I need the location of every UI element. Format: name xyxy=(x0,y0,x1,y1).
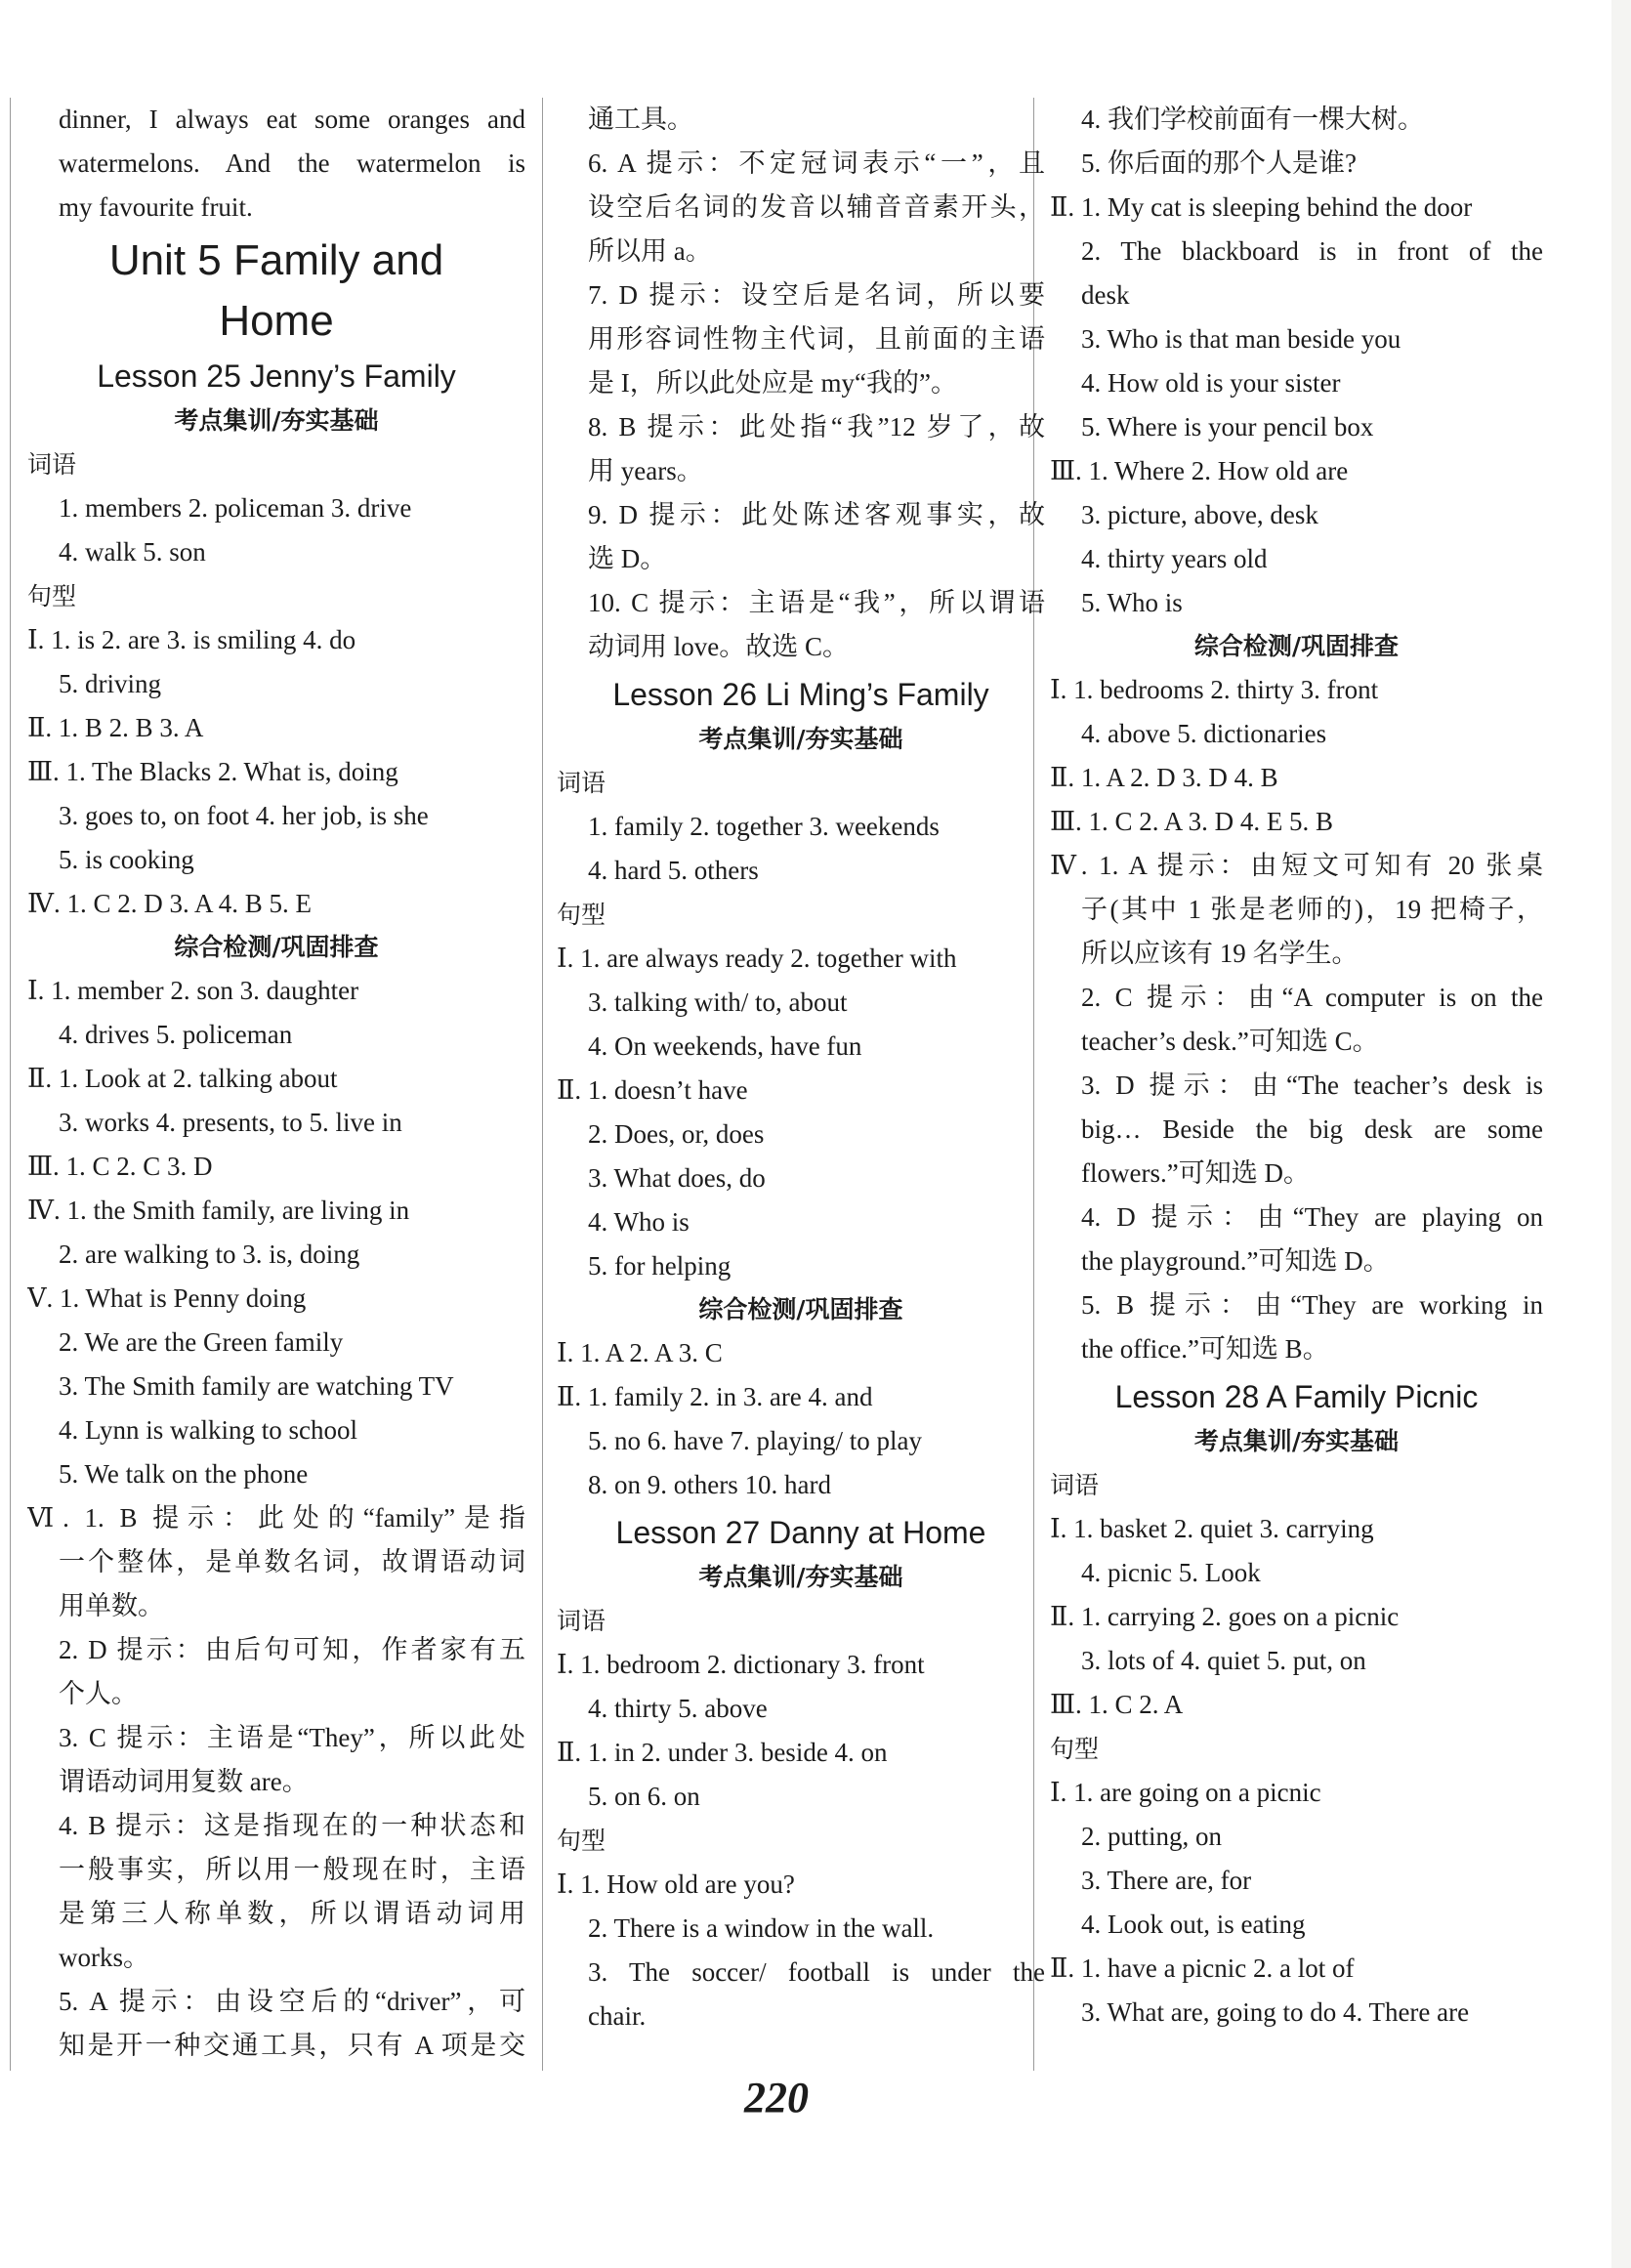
answer-line: 个人。 xyxy=(59,1679,138,1708)
answer-line: 5. driving xyxy=(59,669,161,698)
answer-line: 2. C 提示：由“A computer is on the xyxy=(1081,983,1543,1012)
answer-line: Ⅲ. 1. C 2. C 3. D xyxy=(27,1152,213,1181)
answer-line: 用形容词性物主代词，且前面的主语 xyxy=(588,324,1045,354)
answer-line: 3. talking with/ to, about xyxy=(588,987,848,1017)
answer-line: Ⅰ. 1. bedroom 2. dictionary 3. front xyxy=(557,1650,925,1679)
subsection-heading: 句型 xyxy=(27,582,77,610)
section-heading: 考点集训/夯实基础 xyxy=(698,725,903,753)
answer-line: Ⅰ. 1. A 2. A 3. C xyxy=(557,1338,723,1367)
answer-line: 4. above 5. dictionaries xyxy=(1081,719,1327,748)
answer-line: Ⅲ. 1. C 2. A 3. D 4. E 5. B xyxy=(1050,807,1334,836)
answer-line: 4. picnic 5. Look xyxy=(1081,1558,1261,1587)
answer-line: Ⅴ. 1. What is Penny doing xyxy=(27,1283,307,1313)
section-heading: 综合检测/巩固排查 xyxy=(698,1295,903,1323)
answer-line: 1. members 2. policeman 3. drive xyxy=(59,493,412,523)
answer-line: 4. Who is xyxy=(588,1207,690,1237)
answer-line: 一般事实，所以用一般现在时，主语 xyxy=(59,1855,525,1884)
section-heading: 考点集训/夯实基础 xyxy=(1193,1427,1400,1455)
answer-line: 3. The soccer/ football is under the xyxy=(588,1957,1045,1987)
answer-line: 知是开一种交通工具，只有 A 项是交 xyxy=(59,2031,525,2060)
column-1 xyxy=(27,98,525,2068)
answer-line: 5. Where is your pencil box xyxy=(1081,412,1374,441)
answer-line: 6. A 提示：不定冠词表示“一”，且 xyxy=(588,148,1045,178)
answer-line: 4. How old is your sister xyxy=(1081,368,1341,398)
text-line: dinner, I always eat some oranges and xyxy=(59,105,525,134)
answer-line: Ⅱ. 1. in 2. under 3. beside 4. on xyxy=(557,1738,888,1767)
answer-line: Ⅱ. 1. have a picnic 2. a lot of xyxy=(1050,1953,1355,1983)
answer-line: Ⅰ. 1. member 2. son 3. daughter xyxy=(27,976,359,1005)
answer-line: 4. D 提示：由“They are playing on xyxy=(1081,1202,1543,1232)
answer-line: 设空后名词的发音以辅音音素开头， xyxy=(588,192,1045,222)
answer-line: 5. B 提示：由“They are working in xyxy=(1081,1290,1543,1320)
answer-line: Ⅲ. 1. C 2. A xyxy=(1050,1690,1184,1719)
answer-line: Ⅱ. 1. A 2. D 3. D 4. B xyxy=(1050,763,1278,792)
answer-line: teacher’s desk.”可知选 C。 xyxy=(1081,1027,1379,1056)
answer-line: 2. We are the Green family xyxy=(59,1327,344,1357)
answer-line: 9. D 提示：此处陈述客观事实，故 xyxy=(588,500,1045,529)
lesson-title: Lesson 27 Danny at Home xyxy=(615,1515,986,1550)
column-divider xyxy=(10,98,11,2071)
answer-line: 3. D 提示：由“The teacher’s desk is xyxy=(1081,1071,1543,1100)
section-heading: 考点集训/夯实基础 xyxy=(174,406,379,435)
answer-line: Ⅱ. 1. B 2. B 3. A xyxy=(27,713,204,742)
answer-line: Ⅱ. 1. carrying 2. goes on a picnic xyxy=(1050,1602,1400,1631)
answer-line: Ⅲ. 1. Where 2. How old are xyxy=(1050,456,1349,485)
answer-line: Ⅵ. 1. B 提示：此处的“family”是指 xyxy=(27,1503,525,1533)
text-line: my favourite fruit. xyxy=(59,192,253,222)
column-3 xyxy=(1050,98,1543,2035)
answer-line: 5. 你后面的那个人是谁? xyxy=(1081,148,1357,178)
subsection-heading: 句型 xyxy=(557,1827,606,1855)
answer-line: flowers.”可知选 D。 xyxy=(1081,1158,1310,1188)
answer-line: 3. The Smith family are watching TV xyxy=(59,1371,454,1401)
answer-line: 子(其中 1 张是老师的)，19 把椅子， xyxy=(1081,895,1543,924)
answer-line: chair. xyxy=(588,2001,647,2031)
answer-line: 5. We talk on the phone xyxy=(59,1459,309,1489)
answer-line: 2. D 提示：由后句可知，作者家有五 xyxy=(59,1635,525,1664)
answer-line: 4. Look out, is eating xyxy=(1081,1910,1306,1939)
answer-line: 是 I，所以此处应是 my“我的”。 xyxy=(588,368,957,398)
answer-line: 3. picture, above, desk xyxy=(1081,500,1318,529)
answer-line: 2. There is a window in the wall. xyxy=(588,1913,935,1943)
answer-line: Ⅳ. 1. C 2. D 3. A 4. B 5. E xyxy=(27,889,313,918)
answer-line: 4. B 提示：这是指现在的一种状态和 xyxy=(59,1811,525,1840)
answer-line: 2. Does, or, does xyxy=(588,1119,765,1149)
answer-line: Ⅰ. 1. are always ready 2. together with xyxy=(557,944,957,973)
answer-line: 3. works 4. presents, to 5. live in xyxy=(59,1108,402,1137)
answer-line: 4. 我们学校前面有一棵大树。 xyxy=(1081,105,1424,134)
answer-line: Ⅰ. 1. bedrooms 2. thirty 3. front xyxy=(1050,675,1379,704)
section-heading: 考点集训/夯实基础 xyxy=(698,1563,903,1591)
answer-line: Ⅳ. 1. A 提示：由短文可知有 20 张桌 xyxy=(1050,851,1543,880)
answer-line: 用单数。 xyxy=(59,1591,164,1620)
answer-line: 所以应该有 19 名学生。 xyxy=(1081,939,1359,968)
text-line: watermelons. And the watermelon is xyxy=(59,148,525,178)
answer-line: 1. family 2. together 3. weekends xyxy=(588,812,940,841)
answer-line: 3. There are, for xyxy=(1081,1866,1252,1895)
answer-line: Ⅱ. 1. My cat is sleeping behind the door xyxy=(1050,192,1473,222)
answer-line: Ⅱ. 1. family 2. in 3. are 4. and xyxy=(557,1382,873,1411)
answer-line: 3. Who is that man beside you xyxy=(1081,324,1401,354)
answer-line: 5. no 6. have 7. playing/ to play xyxy=(588,1426,922,1455)
answer-line: 4. walk 5. son xyxy=(59,537,206,567)
answer-line: Ⅰ. 1. basket 2. quiet 3. carrying xyxy=(1050,1514,1374,1543)
lesson-title: Lesson 26 Li Ming’s Family xyxy=(612,677,989,712)
answer-line: Ⅰ. 1. are going on a picnic xyxy=(1050,1778,1321,1807)
answer-line: desk xyxy=(1081,280,1130,310)
answer-line: works。 xyxy=(59,1943,149,1972)
answer-line: 5. Who is xyxy=(1081,588,1183,617)
answer-line: Ⅰ. 1. How old are you? xyxy=(557,1869,795,1899)
answer-line: 2. are walking to 3. is, doing xyxy=(59,1239,360,1269)
answer-line: 4. thirty 5. above xyxy=(588,1694,768,1723)
answer-line: 一个整体，是单数名词，故谓语动词 xyxy=(59,1547,525,1576)
answer-line: 4. thirty years old xyxy=(1081,544,1268,573)
subsection-heading: 词语 xyxy=(557,769,606,797)
answer-line: 所以用 a。 xyxy=(588,236,712,266)
answer-line: Ⅳ. 1. the Smith family, are living in xyxy=(27,1196,410,1225)
answer-line: 4. drives 5. policeman xyxy=(59,1020,293,1049)
answer-line: big… Beside the big desk are some xyxy=(1081,1114,1543,1144)
section-heading: 综合检测/巩固排查 xyxy=(174,933,379,961)
answer-line: 通工具。 xyxy=(588,105,693,134)
answer-line: 3. What are, going to do 4. There are xyxy=(1081,1997,1470,2027)
answer-line: 7. D 提示：设空后是名词，所以要 xyxy=(588,280,1045,310)
subsection-heading: 词语 xyxy=(557,1607,606,1635)
subsection-heading: 词语 xyxy=(1050,1471,1100,1499)
unit-title: Unit 5 Family and xyxy=(108,236,444,284)
answer-line: Ⅰ. 1. is 2. are 3. is smiling 4. do xyxy=(27,625,356,654)
answer-line: 动词用 love。故选 C。 xyxy=(588,632,849,661)
answer-line: 3. lots of 4. quiet 5. put, on xyxy=(1081,1646,1366,1675)
answer-line: 5. A 提示：由设空后的“driver”，可 xyxy=(59,1987,525,2016)
answer-line: 4. On weekends, have fun xyxy=(588,1031,862,1061)
answer-line: 是第三人称单数，所以谓语动词用 xyxy=(59,1899,525,1928)
lesson-title: Lesson 25 Jenny’s Family xyxy=(97,358,456,394)
answer-line: 4. Lynn is walking to school xyxy=(59,1415,357,1445)
answer-line: 10. C 提示：主语是“我”，所以谓语 xyxy=(588,588,1045,617)
column-2 xyxy=(557,98,1045,2038)
section-heading: 综合检测/巩固排查 xyxy=(1193,632,1400,660)
answer-line: Ⅱ. 1. Look at 2. talking about xyxy=(27,1064,338,1093)
answer-line: 3. goes to, on foot 4. her job, is she xyxy=(59,801,429,830)
answer-line: 8. on 9. others 10. hard xyxy=(588,1470,831,1499)
column-divider xyxy=(542,98,543,2071)
answer-line: 5. is cooking xyxy=(59,845,194,874)
answer-line: 2. putting, on xyxy=(1081,1822,1223,1851)
subsection-heading: 句型 xyxy=(1050,1735,1100,1763)
answer-line: 3. What does, do xyxy=(588,1163,766,1193)
lesson-title: Lesson 28 A Family Picnic xyxy=(1114,1379,1479,1414)
answer-line: 选 D。 xyxy=(588,544,667,573)
page-number: 220 xyxy=(744,2074,809,2121)
subsection-heading: 句型 xyxy=(557,901,606,929)
answer-line: Ⅲ. 1. The Blacks 2. What is, doing xyxy=(27,757,398,786)
answer-line: the office.”可知选 B。 xyxy=(1081,1334,1329,1364)
answer-line: the playground.”可知选 D。 xyxy=(1081,1246,1390,1276)
unit-title: Home xyxy=(219,297,334,345)
answer-line: 3. C 提示：主语是“They”，所以此处 xyxy=(59,1723,525,1752)
subsection-heading: 词语 xyxy=(27,450,77,479)
answer-line: 8. B 提示：此处指“我”12 岁了，故 xyxy=(588,412,1045,441)
answer-line: 5. on 6. on xyxy=(588,1782,700,1811)
answer-line: Ⅱ. 1. doesn’t have xyxy=(557,1075,748,1105)
answer-line: 4. hard 5. others xyxy=(588,856,759,885)
answer-line: 2. The blackboard is in front of the xyxy=(1081,236,1543,266)
answer-line: 用 years。 xyxy=(588,456,703,485)
answer-line: 谓语动词用复数 are。 xyxy=(59,1767,309,1796)
answer-line: 5. for helping xyxy=(588,1251,732,1281)
